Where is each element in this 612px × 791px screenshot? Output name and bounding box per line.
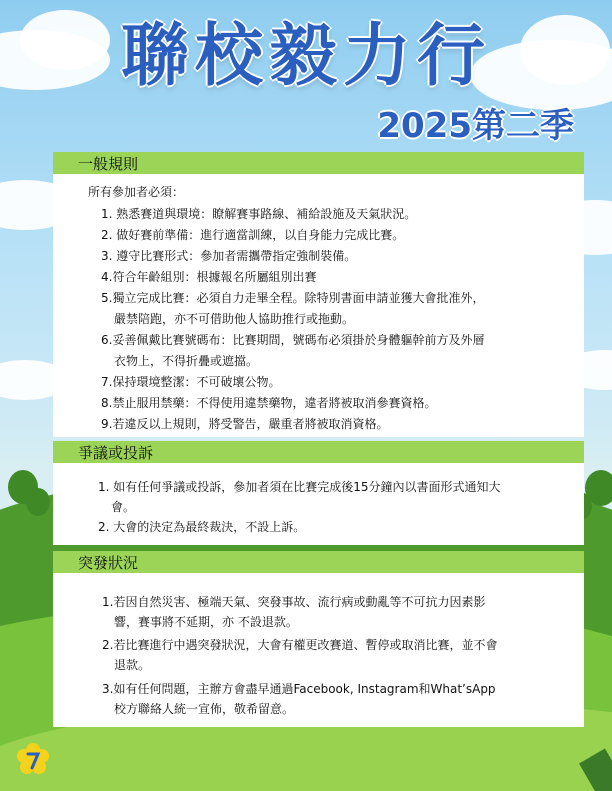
rule-line-continued: 退款。 — [114, 658, 151, 672]
rule-line: 5.獨立完成比賽：必須自力走畢全程。除特別書面申請並獲大會批准外， — [101, 291, 485, 305]
rule-line: 6.妥善佩戴比賽號碼布：比賽期間，號碼布必須掛於身體軀幹前方及外層 — [101, 333, 485, 347]
section-heading: 突發狀況 — [78, 554, 139, 572]
rule-line-continued: 衣物上，不得折疊或遮擋。 — [114, 354, 259, 368]
rule-line: 1.若因自然災害、極端天氣、突發事故、流行病或動亂等不可抗力因素影 — [102, 595, 486, 609]
rule-line: 7.保持環境整潔：不可破壞公物。 — [101, 375, 281, 389]
rule-line: 8.禁止服用禁藥：不得使用違禁藥物，違者將被取消參賽資格。 — [101, 396, 437, 410]
rule-line-continued: 響，賽事將不延期，亦 不設退款。 — [114, 615, 298, 629]
rule-line: 1. 如有任何爭議或投訴，參加者須在比賽完成後15分鐘內以書面形式通知大 — [98, 480, 501, 494]
section-header-general-rules — [53, 152, 584, 174]
rule-line: 2. 大會的決定為最終裁決，不設上訴。 — [98, 520, 306, 534]
rule-line: 3. 遵守比賽形式：參加者需攜帶指定強制裝備。 — [101, 249, 357, 263]
rule-line-continued: 校方聯絡人統一宣佈，敬希留意。 — [114, 702, 295, 716]
rule-line: 2.若比賽進行中遇突發狀況，大會有權更改賽道、暫停或取消比賽，並不會 — [102, 638, 498, 652]
section-heading: 爭議或投訴 — [78, 444, 154, 462]
page-subtitle: 2025第二季 — [377, 106, 574, 146]
yellow-flower-logo-icon — [16, 742, 50, 776]
section-heading: 一般規則 — [78, 155, 139, 173]
rule-line: 1. 熟悉賽道與環境：瞭解賽事路線、補給設施及天氣狀況。 — [101, 207, 417, 221]
section-header-disputes — [53, 441, 584, 463]
rule-line-continued: 會。 — [111, 500, 136, 514]
section-header-emergencies — [53, 551, 584, 573]
rule-line: 2. 做好賽前準備：進行適當訓練，以自身能力完成比賽。 — [101, 228, 405, 242]
tree — [26, 488, 50, 516]
rule-line: 3.如有任何問題，主辦方會盡早通過Facebook, Instagram和What’sApp — [102, 682, 496, 696]
page-title: 聯校毅力行 — [120, 17, 491, 96]
rule-line: 9.若違反以上規則，將受警告，嚴重者將被取消資格。 — [101, 417, 389, 431]
rule-line: 4.符合年齡組別：根據報名所屬組別出賽 — [101, 270, 317, 284]
rule-line-continued: 嚴禁陪跑，亦不可借助他人協助推行或拖動。 — [114, 312, 355, 326]
section-intro: 所有參加者必須： — [88, 185, 185, 199]
